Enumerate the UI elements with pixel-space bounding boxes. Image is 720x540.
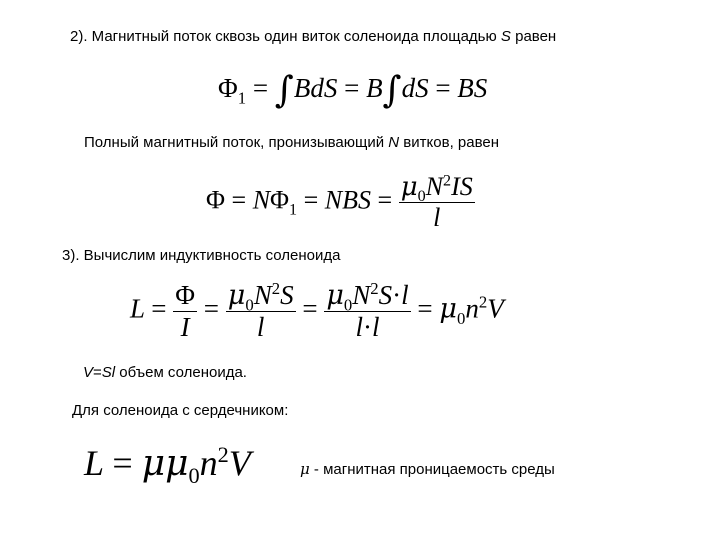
formula-total-flux: $\Phi = N\Phi_1$ = NBS = $\frac{\mu_0N^2IS}{l}$ bbox=[206, 172, 473, 232]
text-line-flux-one-turn: 2). Магнитный поток сквозь один виток соленоида площадью S равен bbox=[70, 28, 557, 45]
formula-inductance-core: $L = \mu\mu_0n^2V$ bbox=[84, 442, 251, 489]
text-permeability-note: μ - магнитная проницаемость среды bbox=[300, 460, 555, 478]
formula-flux-one-turn: $\Phi_1 = \int BdS = B\int dS$ = BS bbox=[218, 68, 488, 111]
text-line-core: Для соленоида с сердечником: bbox=[72, 402, 289, 419]
text-line-total-flux: Полный магнитный поток, пронизывающий N витков, равен bbox=[84, 134, 500, 151]
text-line-volume: V=Sl объем соленоида. bbox=[83, 364, 247, 381]
formula-inductance: L = $\frac{\Phi}{I}$ = $\frac{\mu_0N^2S}{l}$ = $\frac{\mu_0N^2S\cdot l}{l\cdot l}$ = $\mu_0n^2V$ bbox=[130, 279, 504, 342]
text-line-inductance: 3). Вычислим индуктивность соленоида bbox=[62, 247, 341, 264]
